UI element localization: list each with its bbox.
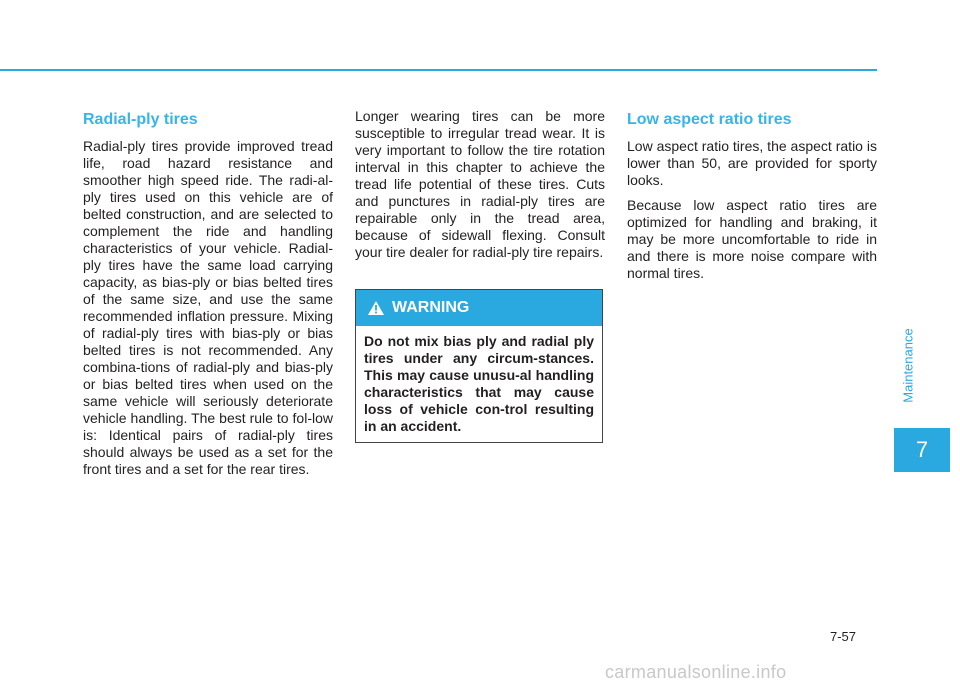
warning-title: WARNING — [392, 299, 470, 316]
warning-box — [355, 289, 603, 443]
section-heading-low-aspect: Low aspect ratio tires — [627, 111, 792, 128]
watermark: carmanualsonline.info — [605, 662, 787, 682]
warning-triangle-icon — [368, 301, 384, 315]
column-tread-wear — [355, 108, 605, 269]
column-low-aspect — [627, 110, 877, 290]
side-tab-label — [893, 300, 923, 430]
warning-text: Do not mix bias ply and radial ply tires under any circum-stances. This may cause unusu-al handling characteristics that may cause loss of vehicle con-trol resulting in an accident. — [364, 333, 594, 434]
page-number: 7-57 — [830, 629, 857, 644]
top-rule — [0, 69, 877, 71]
column-radial-ply — [83, 110, 333, 486]
warning-header — [356, 290, 602, 326]
side-tab-text: Maintenance — [900, 327, 916, 403]
chapter-number-box: 7 — [894, 428, 950, 472]
section-heading-radial-ply: Radial-ply tires — [83, 111, 198, 128]
paragraph-low-aspect-2: Because low aspect ratio tires are optimized for handling and braking, it may be more uncomfortable to ride in and there is more noise compare with normal tires. — [627, 197, 877, 281]
paragraph-radial-ply: Radial-ply tires provide improved tread life, road hazard resistance and smoother high speed ride. The radi-al-ply tires used on this vehicle are of belted construction, and are selected to complement the ride and handling characteristics of your vehicle. Radial-ply tires have the same load carrying capacity, as bias-ply or bias belted tires of the same size, and use the same recommended inflation pressure. Mixing of radial-ply tires with bias-ply or bias belted tires is not recommended. Any combina-tions of radial-ply and bias-ply or bias belted tires when used on the same vehicle will seriously deteriorate vehicle handling. The best rule to fol-low is: Identical pairs of radial-ply tires should always be used as a set for the front tires and a set for the rear tires. — [83, 138, 333, 477]
paragraph-tread-wear: Longer wearing tires can be more susceptible to irregular tread wear. It is very important to follow the tire rotation interval in this chapter to achieve the tread life potential of these tires. Cuts and punctures in radial-ply tires are repairable only in the tread area, because of sidewall flexing. Consult your tire dealer for radial-ply tire repairs. — [355, 108, 605, 260]
paragraph-low-aspect-1: Low aspect ratio tires, the aspect ratio is lower than 50, are provided for sporty looks. — [627, 138, 877, 188]
